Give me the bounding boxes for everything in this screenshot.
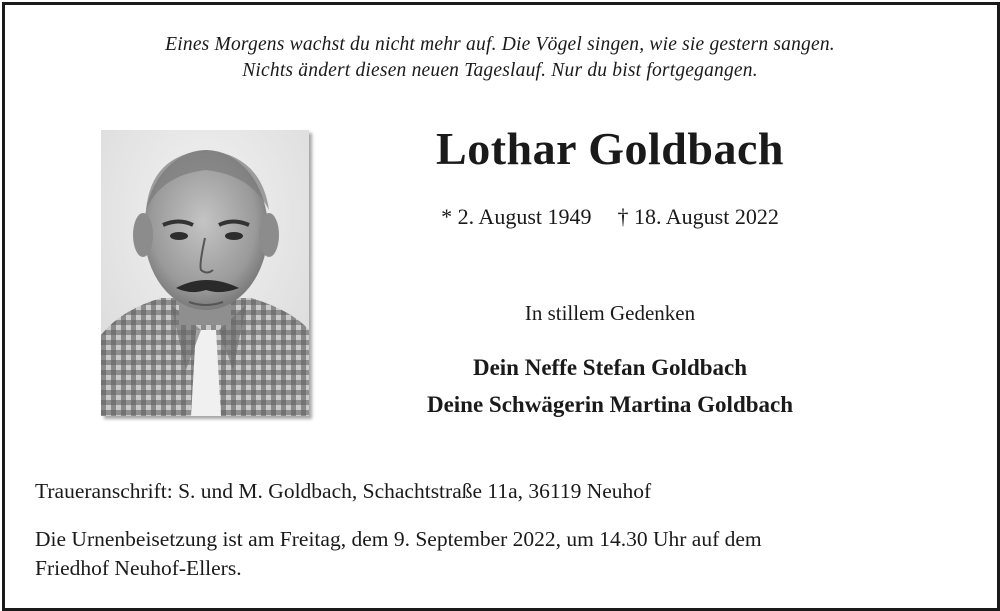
burial-notice	[35, 525, 935, 583]
birth-date: * 2. August 1949	[441, 204, 592, 229]
poem	[0, 32, 1000, 84]
poem-line-1: Eines Morgens wachst du nicht mehr auf. Die Vögel singen, wie sie gestern sangen.	[165, 34, 835, 55]
death-date: † 18. August 2022	[617, 204, 779, 229]
mourners	[350, 349, 870, 423]
burial-notice-line-2: Friedhof Neuhof-Ellers.	[35, 556, 242, 580]
deceased-name: Lothar Goldbach	[436, 123, 784, 174]
poem-line-2: Nichts ändert diesen neuen Tageslauf. Nur du bist fortgegangen.	[242, 60, 758, 81]
mourner-1: Dein Neffe Stefan Goldbach	[472, 355, 748, 380]
burial-notice-line-1: Die Urnenbeisetzung ist am Freitag, dem 9. September 2022, um 14.30 Uhr auf dem	[35, 527, 762, 551]
mourner-2: Deine Schwägerin Martina Goldbach	[426, 392, 794, 417]
life-dates	[350, 204, 870, 230]
mourning-address: Traueranschrift: S. und M. Goldbach, Schachtstraße 11a, 36119 Neuhof	[35, 479, 652, 503]
memory-text: In stillem Gedenken	[524, 301, 696, 325]
portrait-photo	[101, 130, 309, 416]
